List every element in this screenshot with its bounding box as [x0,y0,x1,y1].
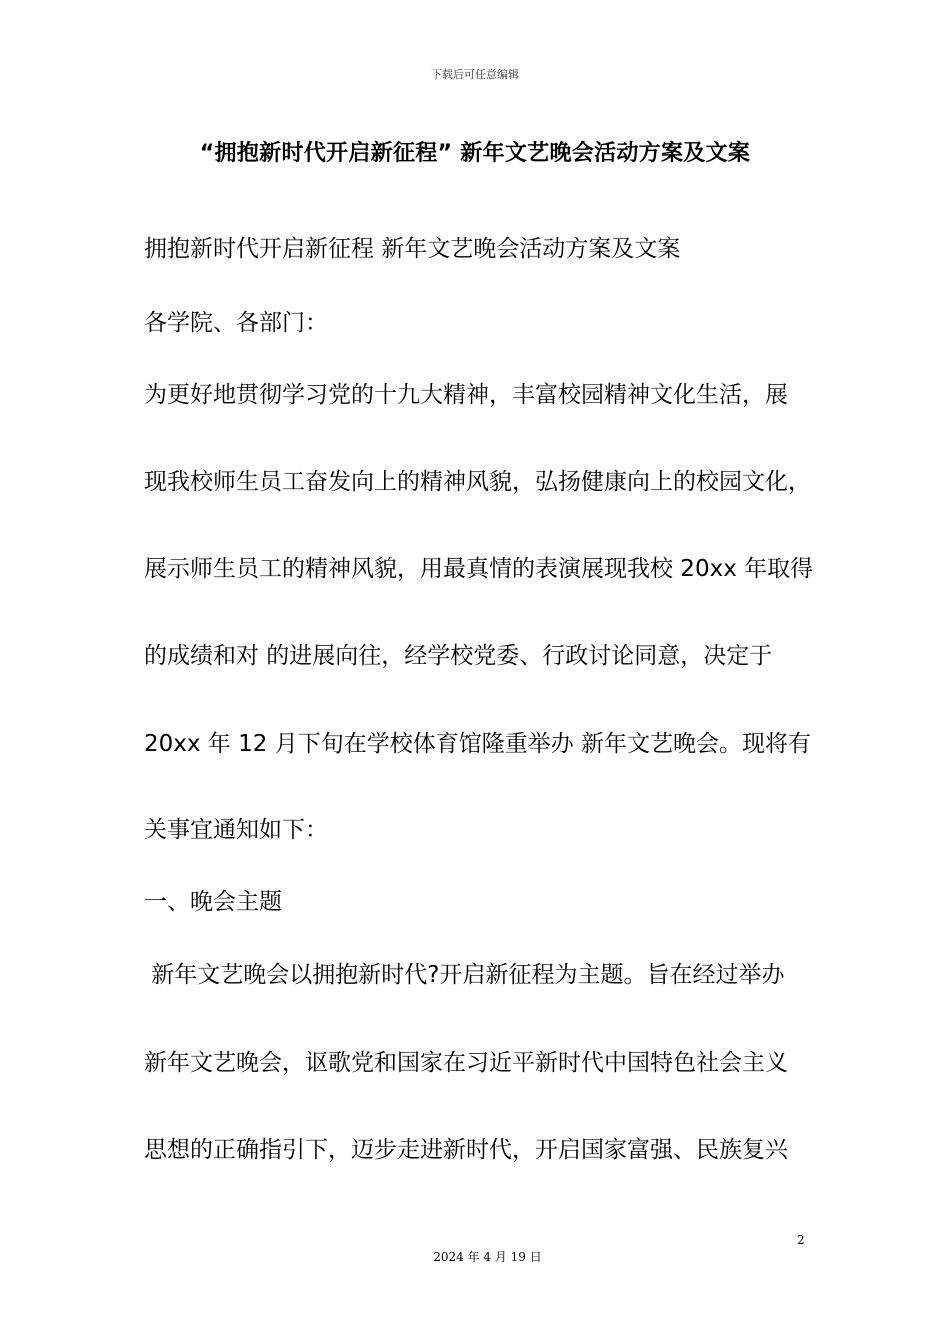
header-note: 下载后可任意编辑 [431,68,519,81]
body-line-8: 关事宜通知如下： [144,817,328,843]
page-number: 2 [797,1233,805,1247]
body-line-10: 新年文艺晚会以拥抱新时代?开启新征程为主题。旨在经过举办 [144,962,785,988]
footer-date: 2024 年 4 月 19 日 [433,1250,542,1264]
body-line-1: 拥抱新时代开启新征程 新年文艺晚会活动方案及文案 [144,236,681,262]
body-line-12: 思想的正确指引下，迈步走进新时代，开启国家富强、民族复兴 [144,1137,788,1163]
body-line-5: 展示师生员工的精神风貌，用最真情的表演展现我校 20xx 年取得 [144,556,814,582]
body-line-3: 为更好地贯彻学习党的十九大精神，丰富校园精神文化生活，展 [144,382,788,408]
body-line-6: 的成绩和对 的进展向往，经学校党委、行政讨论同意，决定于 [144,643,773,669]
section-heading-1: 一、晚会主题 [144,889,282,915]
document-title: “拥抱新时代开启新征程” 新年文艺晚会活动方案及文案 [199,141,751,166]
body-line-2: 各学院、各部门： [144,310,328,336]
body-line-11: 新年文艺晚会，讴歌党和国家在习近平新时代中国特色社会主义 [144,1050,788,1076]
body-line-4: 现我校师生员工奋发向上的精神风貌，弘扬健康向上的校园文化， [144,469,811,495]
body-line-7: 20xx 年 12 月下旬在学校体育馆隆重举办 新年文艺晚会。现将有 [144,731,811,757]
